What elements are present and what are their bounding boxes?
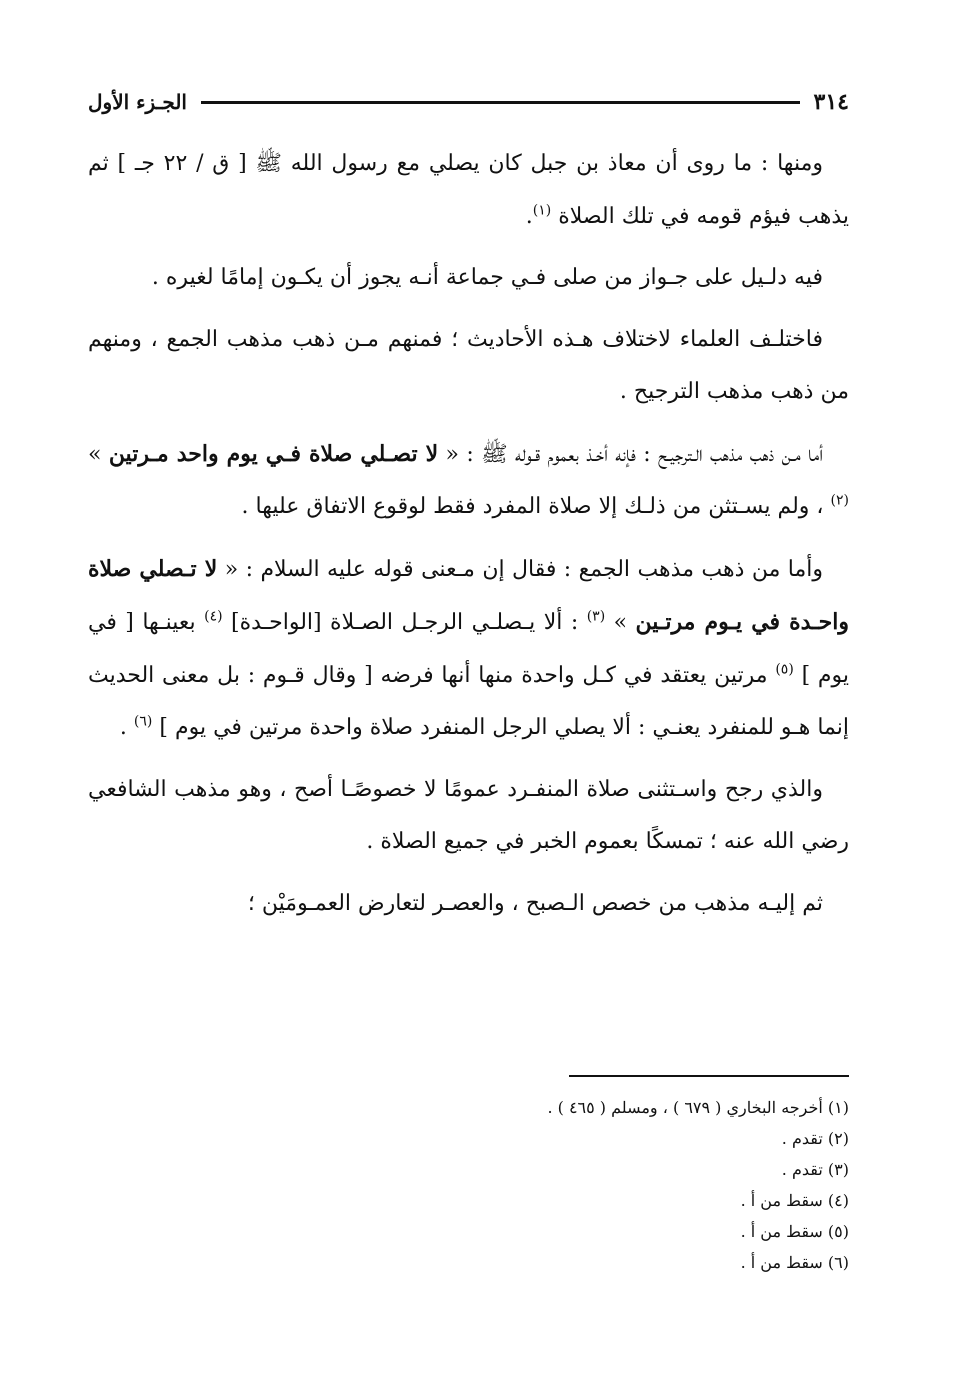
footnote-ref-2: (٢) bbox=[830, 492, 849, 509]
footnote: (٢) تقدم . bbox=[781, 1129, 849, 1148]
paragraph-6: والذي رجح واسـتثنى صلاة المنفـرد عمومًا لا خصوصًـا أصح ، وهو مذهب الشافعي رضي الله عنه ؛ تمسكًا بعموم الخبر في جميع الصلاة . bbox=[88, 776, 849, 854]
footnote: (٣) تقدم . bbox=[781, 1160, 849, 1179]
footnote: (٥) سقط من أ . bbox=[740, 1222, 849, 1241]
paragraph-3: فاختلـف العلماء لاختلاف هـذه الأحاديث ؛ فمنهم مـن ذهب مذهب الجمع ، ومنهم من ذهب مذهب الترجيح . bbox=[88, 326, 849, 404]
paragraph-7: ثم إليـه مذهب من خصص الـصبح ، والعصـر لتعارض العمـومَيْن ؛ bbox=[247, 890, 823, 916]
footnote: (١) أخرجه البخاري ( ٦٧٩ ) ، ومسلم ( ٤٦٥ ) . bbox=[547, 1098, 849, 1117]
footnote-ref-1: (١) bbox=[532, 202, 552, 219]
paragraph-1: ومنها : ما روى أن معاذ بن جبل كان يصلي مع رسول الله ﷺ [ ق / ٢٢ جـ ] ثم يذهب فيؤم قومه في تلك الصلاة $^{(١)}$. bbox=[88, 151, 849, 229]
paragraph-5: وأما من ذهب مذهب الجمع : فقال إن مـعنى قوله عليه السلام : « لا تـصلي صلاة واحـدة في يـوم مرتـين » $^{(٣)}$ : ألا يـصلـي الرجـل الصـلاة [الواحـدة] $^{(٤)}$ بعينـها [ في يوم ] $^{(٥)}$ مرتين يعتقد في كـل واحدة منها أنها فرضه [ وقال قـوم : بل معنى الحديث إنما هـو للمنفرد يعنـي : ألا يصلي الرجل المنفرد صلاة واحدة مرتين في يوم ] $^{(٦)}$ . bbox=[88, 555, 850, 740]
footnote-ref-6: (٦) bbox=[133, 713, 153, 730]
footnote-ref-5: (٥) bbox=[775, 661, 794, 678]
page-header bbox=[88, 82, 849, 122]
paragraph-2: فيه دلـيل على جـواز من صلى فـي جماعة أنـه يجوز أن يكـون إمامًا لغيره . bbox=[151, 265, 823, 290]
hadith-quote-2: لا تـصلي صلاة واحـدة في يـوم مرتـين bbox=[88, 555, 850, 635]
page-number: ٣١٤ bbox=[813, 89, 849, 115]
footnote-separator bbox=[569, 1075, 849, 1077]
main-text bbox=[88, 138, 849, 939]
footnote: (٤) سقط من أ . bbox=[740, 1191, 849, 1210]
paragraph-4: أما مـن ذهب مذهب الـترجيـح : فإنه أخـذ بعموم قـوله ﷺ : « لا تصـلي صلاة فـي يوم واحد مـرتين » $^{(٢)}$ ، ولم يسـتثن من ذلـك إلا صلاة المفرد فقط لوقوع الاتفاق عليها . bbox=[88, 440, 849, 519]
footnotes bbox=[300, 1092, 849, 1278]
hadith-quote-1: لا تصـلي صلاة فـي يوم واحد مـرتين bbox=[108, 440, 439, 467]
footnote-ref-4: (٤) bbox=[204, 608, 223, 625]
running-title: الجـزء الأول bbox=[88, 90, 187, 114]
header-rule bbox=[201, 101, 800, 104]
footnote: (٦) سقط من أ . bbox=[740, 1253, 849, 1272]
footnote-ref-3: (٣) bbox=[586, 608, 606, 625]
